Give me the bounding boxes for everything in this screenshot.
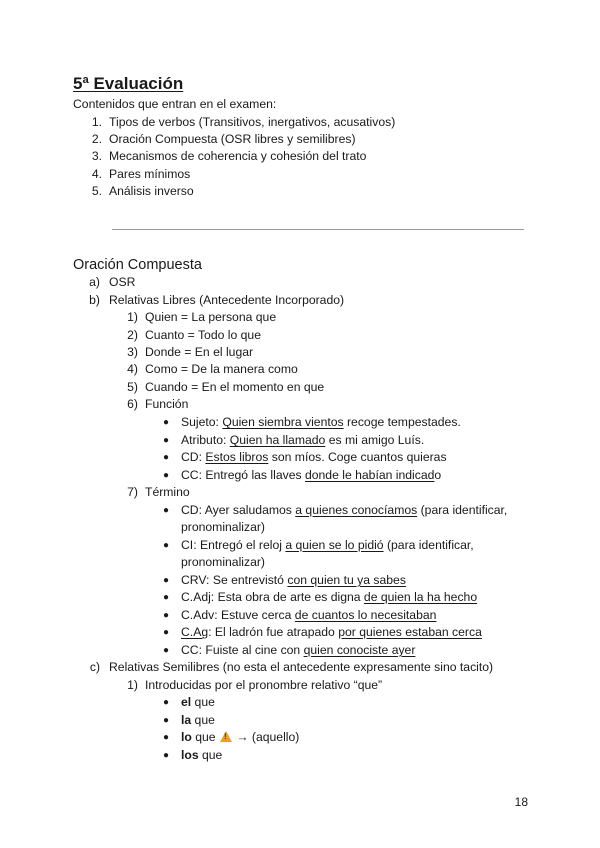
bullet-icon: ●	[163, 732, 170, 743]
bullet-icon: ●	[163, 575, 170, 586]
outline-item: Relativas Semilibres (no esta el antecedente expresamente sino tacito)	[109, 660, 494, 674]
example-line: C.Adv: Estuve cerca de cuantos lo necesitaban	[181, 608, 437, 622]
list-item: Tipos de verbos (Transitivos, inergativos, acusativos)	[109, 115, 396, 129]
example-line: CD: Ayer saludamos a quienes conocíamos (para identificar,	[181, 503, 508, 517]
warning-icon	[220, 731, 232, 742]
example-line-cont: pronominalizar)	[181, 520, 265, 534]
outline-item: Cuanto = Todo lo que	[145, 328, 261, 342]
outline-item: OSR	[109, 275, 136, 289]
arrow-right-icon: → (aquello)	[232, 730, 300, 744]
outline-marker: 2)	[127, 328, 138, 342]
example-line: CC: Fuiste al cine con quien conociste ayer	[181, 643, 416, 657]
bullet-icon: ●	[163, 417, 170, 428]
outline-marker: 1)	[127, 678, 138, 692]
outline-item: Cuando = En el momento en que	[145, 380, 325, 394]
outline-item: Función	[145, 397, 189, 411]
bullet-icon: ●	[163, 452, 170, 463]
example-line: el que	[181, 695, 215, 709]
bullet-icon: ●	[163, 750, 170, 761]
bullet-icon: ●	[163, 715, 170, 726]
outline-marker: 6)	[127, 397, 138, 411]
example-line: lo que ! → (aquello)	[181, 729, 299, 746]
example-line: Atributo: Quien ha llamado es mi amigo Luís.	[181, 433, 425, 447]
outline-item: Donde = En el lugar	[145, 345, 254, 359]
list-marker: 5.	[91, 184, 102, 198]
outline-marker: b)	[89, 293, 100, 307]
outline-marker: 1)	[127, 310, 138, 324]
example-line: C.Ag: El ladrón fue atrapado por quienes estaban cerca	[181, 625, 482, 639]
example-line: CC: Entregó las llaves donde le habían indicado	[181, 468, 442, 482]
outline-item: Introducidas por el pronombre relativo “que”	[145, 678, 383, 692]
bullet-icon: ●	[163, 645, 170, 656]
outline-marker: 7)	[127, 485, 138, 499]
bullet-icon: ●	[163, 435, 170, 446]
example-line-cont: pronominalizar)	[181, 555, 265, 569]
contents-intro: Contenidos que entran en el examen:	[73, 97, 277, 111]
section-title: Oración Compuesta	[73, 257, 202, 273]
outline-marker: 3)	[127, 345, 138, 359]
list-item: Análisis inverso	[109, 184, 194, 198]
list-item: Mecanismos de coherencia y cohesión del trato	[109, 149, 367, 163]
outline-item: Término	[145, 485, 190, 499]
bullet-icon: ●	[163, 697, 170, 708]
outline-item: Relativas Libres (Antecedente Incorporado)	[109, 293, 345, 307]
example-line: CD: Estos libros son míos. Coge cuantos quieras	[181, 450, 447, 464]
example-line: los que	[181, 748, 223, 762]
list-marker: 1.	[91, 115, 102, 129]
example-line: CI: Entregó el reloj a quien se lo pidió (para identificar,	[181, 538, 474, 552]
list-marker: 4.	[91, 167, 102, 181]
page-number: 18	[514, 795, 528, 809]
outline-item: Como = De la manera como	[145, 362, 298, 376]
outline-marker: a)	[89, 275, 100, 289]
divider	[112, 229, 524, 230]
list-marker: 3.	[91, 149, 102, 163]
example-line: C.Adj: Esta obra de arte es digna de quien la ha hecho	[181, 590, 478, 604]
outline-marker: 4)	[127, 362, 138, 376]
list-marker: 2.	[91, 132, 102, 146]
bullet-icon: ●	[163, 470, 170, 481]
example-line: la que	[181, 713, 215, 727]
list-item: Oración Compuesta (OSR libres y semilibres)	[109, 132, 356, 146]
outline-marker: 5)	[127, 380, 138, 394]
list-item: Pares mínimos	[109, 167, 191, 181]
page-heading: 5ª Evaluación	[73, 74, 184, 93]
outline-item: Quien = La persona que	[145, 310, 277, 324]
bullet-icon: ●	[163, 540, 170, 551]
example-line: CRV: Se entrevistó con quien tu ya sabes	[181, 573, 406, 587]
bullet-icon: ●	[163, 505, 170, 516]
bullet-icon: ●	[163, 592, 170, 603]
bullet-icon: ●	[163, 610, 170, 621]
bullet-icon: ●	[163, 627, 170, 638]
example-line: Sujeto: Quien siembra vientos recoge tempestades.	[181, 415, 461, 429]
outline-marker: c)	[89, 660, 100, 674]
